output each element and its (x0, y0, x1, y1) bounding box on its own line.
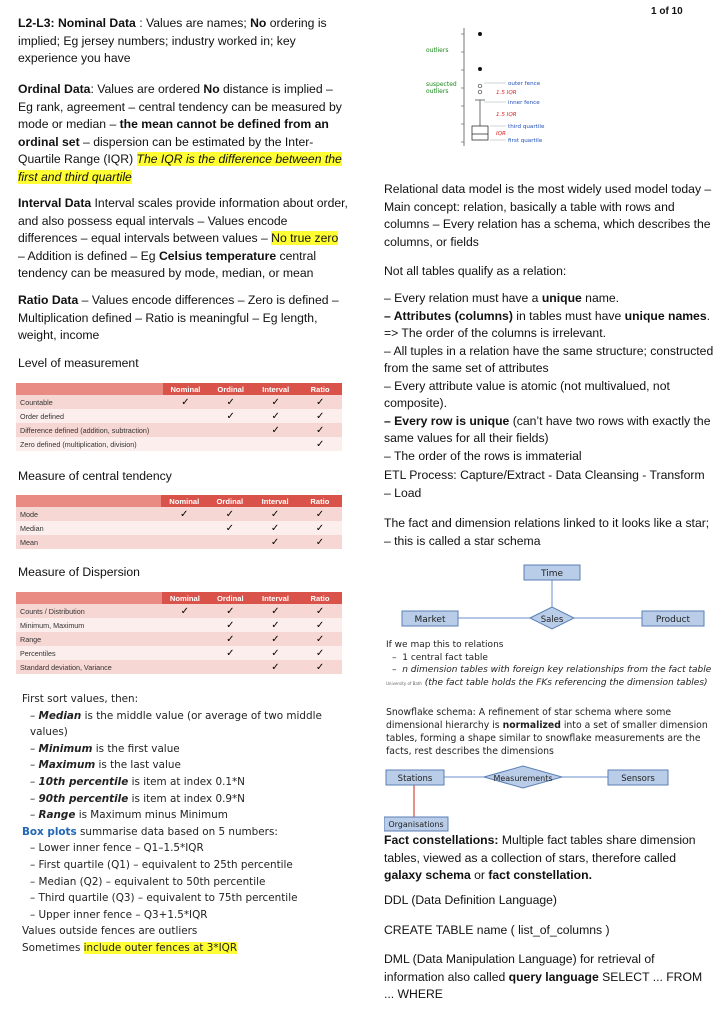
product-box: Product (655, 615, 691, 625)
check-icon: ✓ (253, 618, 298, 632)
outer-fence-note: Sometimes include outer fences at 3*IQR (22, 941, 238, 954)
table-row (16, 632, 342, 646)
empty-cell (162, 618, 208, 632)
table-row (16, 660, 342, 674)
level-table (16, 383, 342, 451)
col-header-ordinal: Ordinal (207, 495, 252, 507)
ratio-paragraph: Ratio Data – Values encode differences – Zero is defined – Multiplication defined – Ratio is meaningful – Eg length, weight, income (18, 293, 339, 342)
row-label: Order defined (16, 409, 163, 423)
check-icon: ✓ (253, 660, 298, 674)
table-row (16, 409, 342, 423)
col-header-nominal: Nominal (162, 592, 208, 604)
check-icon: ✓ (298, 521, 342, 535)
sort-section: First sort values, then: – Median is the middle value (or average of two middle values) – Minimum is the first value – Maximum is the last value – 10th percentile is item at index 0.1*N – 90th percentile is item at index 0.9*N – Range is Maximum minus Minimum Box plots summarise data based on 5 numbers: – Lower inner fence – Q1–1.5*IQR – First quartile (Q1) – equivalent to 25th percentile – Median (Q2) – equivalent to 50th percentile – Third quartile (Q3) – equivalent to 75th percentile – Upper inner fence – Q3+1.5*IQR Values outside fences are outliers Sometimes include outer fences at 3*IQR (22, 691, 352, 957)
empty-cell (253, 437, 298, 451)
empty-cell (208, 437, 253, 451)
empty-cell (163, 423, 209, 437)
empty-cell (163, 409, 209, 423)
outliers-note: Values outside fences are outliers (22, 925, 198, 938)
empty-cell (161, 535, 207, 549)
list-item: – 90th percentile is item at index 0.9*N (30, 792, 245, 805)
check-icon: ✓ (298, 409, 342, 423)
table-row (16, 646, 342, 660)
check-icon: ✓ (253, 409, 298, 423)
iqr15-label-a: 1.5 IQR (496, 90, 517, 96)
check-icon: ✓ (298, 618, 342, 632)
dispersion-title: Measure of Dispersion (18, 565, 140, 579)
row-label: Zero defined (multiplication, division) (16, 437, 163, 451)
fact-constellations: Fact constellations: Multiple fact tables share dimension tables, viewed as a collection of stars, therefore called galaxy schema or fact constellation. (384, 833, 696, 882)
check-icon: ✓ (208, 632, 253, 646)
col-header-nominal: Nominal (163, 383, 209, 395)
list-item: – Minimum is the first value (30, 742, 180, 755)
check-icon: ✓ (208, 604, 253, 618)
list-item: – Third quartile (Q3) – equivalent to 75th percentile (30, 892, 298, 905)
time-box: Time (540, 569, 564, 579)
central-table (16, 495, 342, 549)
check-icon: ✓ (252, 507, 297, 521)
row-label: Percentiles (16, 646, 162, 660)
star-schema-diagram (384, 560, 714, 638)
col-header-ratio: Ratio (298, 592, 342, 604)
ordinal-paragraph: Ordinal Data: Values are ordered No distance is implied – Eg rank, agreement – central tendency can be measured by mode or median – the mean cannot be defined from an ordinal set – dispersion can be estimated by the Inter-Quartile Range (IQR) The IQR is the difference between the first and third quartile (18, 82, 342, 184)
empty-cell (208, 660, 253, 674)
list-item: – Maximum is the last value (30, 759, 181, 772)
check-icon: ✓ (253, 604, 298, 618)
stations-box: Stations (397, 774, 433, 784)
empty-cell (163, 437, 209, 451)
inner-fence-label: inner fence (508, 100, 540, 106)
check-icon: ✓ (298, 395, 342, 409)
interval-paragraph: Interval Data Interval scales provide information about order, and also possess equal intervals – Values encode differences – equal intervals between values – No true zero – Addition is defined – Eg Celsius temperature central tendency can be measured by mode, median, or mean (18, 196, 348, 280)
organisations-box: Organisations (388, 820, 444, 829)
not-all-tables: Not all tables qualify as a relation: (384, 264, 567, 278)
table-row (16, 604, 342, 618)
row-label: Mode (16, 507, 161, 521)
page-number: 1 of 10 (651, 6, 683, 17)
col-header-ordinal: Ordinal (208, 383, 253, 395)
star-paragraph: The fact and dimension relations linked to it looks like a star; – this is called a star schema (384, 516, 710, 548)
col-header-ordinal: Ordinal (208, 592, 253, 604)
sales-diamond: Sales (540, 615, 564, 625)
box-plot-figure (418, 24, 576, 152)
map-relations: If we map this to relations – 1 central fact table – n dimension tables with foreign key relationships from the fact table University of Bath (the fact table holds the FKs referencing the dimension tables) (386, 640, 712, 688)
check-icon: ✓ (298, 437, 342, 451)
ddl-line: DDL (Data Definition Language) (384, 893, 557, 907)
check-icon: ✓ (298, 660, 342, 674)
nominal-paragraph: L2-L3: Nominal Data : Values are names; No ordering is implied; Eg jersey numbers; industry worked in; key experience you have (18, 16, 327, 65)
check-icon: ✓ (253, 632, 298, 646)
central-title: Measure of central tendency (18, 469, 172, 483)
outliers-label: outliers (426, 47, 449, 54)
dml-paragraph: DML (Data Manipulation Language) for retrieval of information also called query language SELECT ... FROM ... WHERE (384, 952, 703, 1001)
level-title: Level of measurement (18, 356, 139, 370)
check-icon: ✓ (298, 507, 342, 521)
relation-rules: – Every relation must have a unique name. – Attributes (columns) in tables must have unique names. => The order of the columns is irrelevant. – All tuples in a relation have the same structure; constructed from the same set of attributes – Every attribute value is atomic (not multivalued, not composite). – Every row is unique (can’t have two rows with exactly the same values for all their fields) – The order of the rows is immaterial (384, 291, 714, 463)
relational-paragraph: Relational data model is the most widely used model today – Main concept: relation, basically a table with rows and columns – Every relation has a schema, which describes the columns, or fields (384, 182, 712, 249)
row-label: Mean (16, 535, 161, 549)
third-quartile-label: third quartile (508, 124, 545, 130)
check-icon: ✓ (298, 535, 342, 549)
empty-cell (162, 646, 208, 660)
table-row (16, 437, 342, 451)
row-label: Minimum, Maximum (16, 618, 162, 632)
row-label: Countable (16, 395, 163, 409)
table-row (16, 423, 342, 437)
col-header-ratio: Ratio (298, 495, 342, 507)
table-row (16, 395, 342, 409)
snowflake-diagram (384, 762, 714, 832)
snowflake-paragraph: Snowflake schema: A refinement of star schema where some dimensional hierarchy is normalized into a set of smaller dimension tables, forming a shape similar to snowflake measurements are the facts, rest describes the dimensions (386, 707, 708, 757)
etl-paragraph: ETL Process: Capture/Extract - Data Cleansing - Transform – Load (384, 468, 705, 500)
empty-cell (208, 423, 253, 437)
check-icon: ✓ (298, 604, 342, 618)
empty-cell (207, 535, 252, 549)
list-item: – Median is the middle value (or average of two middle values) (30, 709, 322, 739)
list-item: – Median (Q2) – equivalent to 50th percentile (30, 875, 266, 888)
col-header-nominal: Nominal (161, 495, 207, 507)
row-label: Standard deviation, Variance (16, 660, 162, 674)
dispersion-table (16, 592, 342, 674)
first-quartile-label: first quartile (508, 138, 543, 144)
table-row (16, 521, 342, 535)
col-header-ratio: Ratio (298, 383, 342, 395)
check-icon: ✓ (252, 521, 297, 535)
col-header-interval: Interval (252, 495, 297, 507)
market-box: Market (414, 615, 446, 625)
check-icon: ✓ (162, 604, 208, 618)
check-icon: ✓ (253, 395, 298, 409)
sensors-box: Sensors (621, 774, 655, 784)
check-icon: ✓ (298, 632, 342, 646)
row-label: Range (16, 632, 162, 646)
row-label: Counts / Distribution (16, 604, 162, 618)
list-item: – First quartile (Q1) – equivalent to 25th percentile (30, 858, 293, 871)
check-icon: ✓ (207, 521, 252, 535)
table-row (16, 535, 342, 549)
row-label: Difference defined (addition, subtraction) (16, 423, 163, 437)
col-header-interval: Interval (253, 592, 298, 604)
col-header-interval: Interval (253, 383, 298, 395)
iqr15-label-b: 1.5 IQR (496, 112, 517, 118)
check-icon: ✓ (253, 646, 298, 660)
empty-cell (161, 521, 207, 535)
check-icon: ✓ (208, 395, 253, 409)
list-item: – Upper inner fence – Q3+1.5*IQR (30, 908, 208, 921)
measurements-diamond: Measurements (493, 774, 553, 783)
check-icon: ✓ (298, 423, 342, 437)
check-icon: ✓ (161, 507, 207, 521)
table-row (16, 507, 342, 521)
check-icon: ✓ (208, 618, 253, 632)
check-icon: ✓ (207, 507, 252, 521)
check-icon: ✓ (253, 423, 298, 437)
check-icon: ✓ (298, 646, 342, 660)
create-table-line: CREATE TABLE name ( list_of_columns ) (384, 923, 610, 937)
check-icon: ✓ (252, 535, 297, 549)
check-icon: ✓ (208, 409, 253, 423)
empty-cell (162, 660, 208, 674)
outer-fence-label: outer fence (508, 81, 541, 87)
row-label: Median (16, 521, 161, 535)
suspected-label: suspected outliers (426, 81, 457, 95)
sort-intro: First sort values, then: (22, 693, 139, 705)
list-item: – 10th percentile is item at index 0.1*N (30, 775, 245, 788)
check-icon: ✓ (208, 646, 253, 660)
table-row (16, 618, 342, 632)
list-item: – Range is Maximum minus Minimum (30, 809, 228, 822)
check-icon: ✓ (163, 395, 209, 409)
empty-cell (162, 632, 208, 646)
list-item: – Lower inner fence – Q1–1.5*IQR (30, 842, 204, 855)
iqr-label: IQR (496, 131, 506, 137)
